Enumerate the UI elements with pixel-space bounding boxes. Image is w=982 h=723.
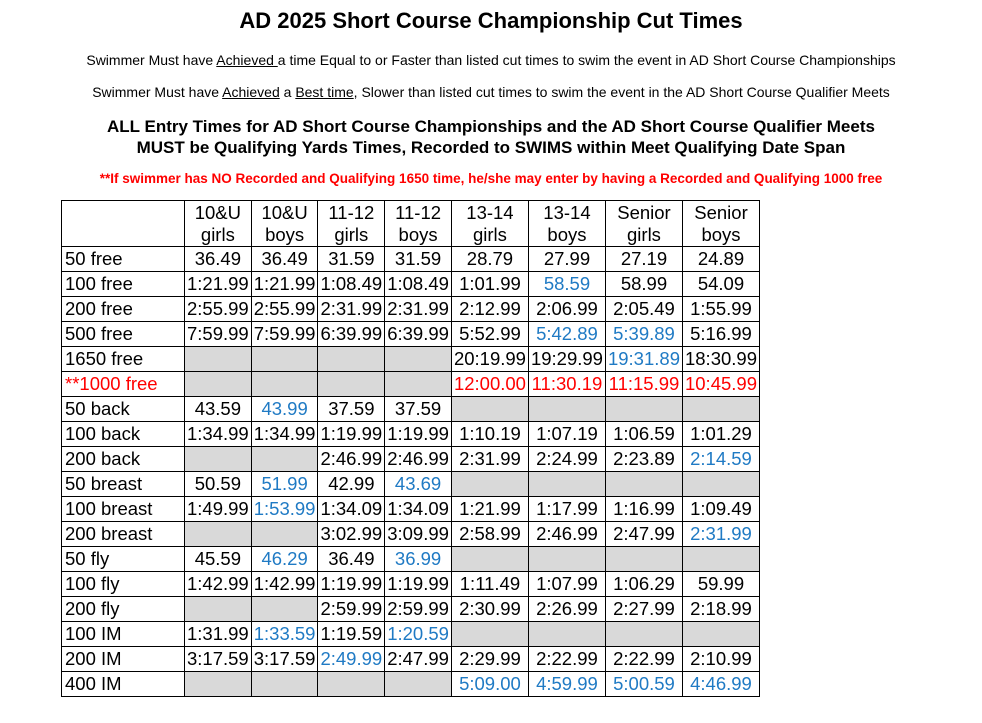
- event-name: 50 back: [62, 397, 185, 422]
- empty-cell: [528, 397, 605, 422]
- text-part: Swimmer Must have: [86, 52, 217, 68]
- cut-time-cell: 5:52.99: [451, 322, 528, 347]
- cut-time-cell: 27.19: [605, 247, 682, 272]
- event-name: 100 IM: [62, 622, 185, 647]
- cut-time-cell: 1:06.59: [605, 422, 682, 447]
- cut-time-cell: 1:06.29: [605, 572, 682, 597]
- text-part: , Slower than listed cut times to swim the event in the AD Short Course Qualifier Meets: [353, 84, 890, 100]
- empty-cell: [185, 597, 252, 622]
- cut-time-cell: 19:31.89: [605, 347, 682, 372]
- cut-time-cell: 19:29.99: [528, 347, 605, 372]
- cut-time-cell: 1:19.99: [385, 572, 452, 597]
- table-row: [62, 497, 760, 522]
- cut-time-cell: 1:49.99: [185, 497, 252, 522]
- cut-time-cell: 11:30.19: [528, 372, 605, 397]
- achieved-rule-text: [0, 52, 982, 68]
- cut-time-cell: 2:12.99: [451, 297, 528, 322]
- empty-cell: [185, 447, 252, 472]
- column-gender: boys: [265, 224, 305, 245]
- cut-time-cell: 3:17.59: [251, 647, 318, 672]
- cut-time-cell: 6:39.99: [318, 322, 385, 347]
- event-name: 200 fly: [62, 597, 185, 622]
- event-name: 100 free: [62, 272, 185, 297]
- event-name: 200 IM: [62, 647, 185, 672]
- cut-time-cell: 7:59.99: [251, 322, 318, 347]
- event-name: 100 fly: [62, 572, 185, 597]
- 1000-free-note: **If swimmer has NO Recorded and Qualifying 1650 time, he/she may enter by having a Recorded and Qualifying 1000 free: [99, 171, 883, 186]
- cut-time-cell: 36.49: [251, 247, 318, 272]
- event-name: 500 free: [62, 322, 185, 347]
- empty-cell: [605, 397, 682, 422]
- cut-time-cell: 2:22.99: [528, 647, 605, 672]
- table-header-row: [62, 201, 760, 247]
- cut-time-cell: 42.99: [318, 472, 385, 497]
- table-row: [62, 247, 760, 272]
- cut-time-cell: 5:42.89: [528, 322, 605, 347]
- table-row: [62, 297, 760, 322]
- event-name: 50 fly: [62, 547, 185, 572]
- cut-time-cell: 5:09.00: [451, 672, 528, 697]
- empty-cell: [251, 597, 318, 622]
- event-name: 50 free: [62, 247, 185, 272]
- empty-cell: [528, 622, 605, 647]
- entry-times-line-2: MUST be Qualifying Yards Times, Recorded to SWIMS within Meet Qualifying Date Span: [136, 138, 846, 157]
- cut-time-cell: 1:08.49: [385, 272, 452, 297]
- cut-time-cell: 54.09: [682, 272, 759, 297]
- cut-time-cell: 1:17.99: [528, 497, 605, 522]
- cut-time-cell: 36.99: [385, 547, 452, 572]
- cut-time-cell: 36.49: [318, 547, 385, 572]
- cut-time-cell: 2:46.99: [528, 522, 605, 547]
- column-gender: girls: [334, 224, 369, 245]
- cut-time-cell: 3:09.99: [385, 522, 452, 547]
- table-row: [62, 272, 760, 297]
- cut-time-cell: 2:29.99: [451, 647, 528, 672]
- cut-time-cell: 58.59: [528, 272, 605, 297]
- underlined-achieved: Achieved: [222, 84, 280, 100]
- cut-time-cell: 1:42.99: [251, 572, 318, 597]
- empty-cell: [682, 397, 759, 422]
- column-gender: boys: [398, 224, 438, 245]
- cut-time-cell: 1:21.99: [451, 497, 528, 522]
- cut-time-cell: 2:22.99: [605, 647, 682, 672]
- column-age-group: 13-14: [466, 202, 514, 223]
- cut-time-cell: 1:21.99: [185, 272, 252, 297]
- empty-cell: [451, 622, 528, 647]
- cut-time-cell: 37.59: [385, 397, 452, 422]
- event-name: 400 IM: [62, 672, 185, 697]
- cut-time-cell: 6:39.99: [385, 322, 452, 347]
- column-header: [185, 201, 252, 247]
- cut-time-cell: 3:02.99: [318, 522, 385, 547]
- cut-time-cell: 43.69: [385, 472, 452, 497]
- empty-cell: [528, 472, 605, 497]
- column-age-group: Senior: [694, 202, 748, 223]
- header-corner: [62, 201, 185, 247]
- column-header: [451, 201, 528, 247]
- table-row: [62, 647, 760, 672]
- empty-cell: [185, 522, 252, 547]
- cut-time-cell: 1:55.99: [682, 297, 759, 322]
- cut-time-cell: 2:14.59: [682, 447, 759, 472]
- empty-cell: [385, 347, 452, 372]
- empty-cell: [682, 547, 759, 572]
- empty-cell: [318, 372, 385, 397]
- empty-cell: [528, 547, 605, 572]
- cut-time-cell: 2:31.99: [682, 522, 759, 547]
- column-header: [385, 201, 452, 247]
- event-name: 1650 free: [62, 347, 185, 372]
- column-header: [318, 201, 385, 247]
- cut-time-cell: 5:00.59: [605, 672, 682, 697]
- cut-time-cell: 2:58.99: [451, 522, 528, 547]
- cut-time-cell: 36.49: [185, 247, 252, 272]
- page-title: AD 2025 Short Course Championship Cut Times: [239, 8, 743, 33]
- cut-time-cell: 1:34.09: [318, 497, 385, 522]
- table-row: [62, 372, 760, 397]
- cut-time-cell: 1:42.99: [185, 572, 252, 597]
- empty-cell: [251, 672, 318, 697]
- table-body: [62, 247, 760, 697]
- cut-time-cell: 2:26.99: [528, 597, 605, 622]
- event-name: 100 back: [62, 422, 185, 447]
- cut-time-cell: 1:09.49: [682, 497, 759, 522]
- cut-time-cell: 2:31.99: [451, 447, 528, 472]
- column-header: [251, 201, 318, 247]
- cut-time-cell: 2:05.49: [605, 297, 682, 322]
- cut-time-cell: 2:23.89: [605, 447, 682, 472]
- empty-cell: [185, 672, 252, 697]
- cut-time-cell: 3:17.59: [185, 647, 252, 672]
- column-age-group: 10&U: [261, 202, 308, 223]
- cut-time-cell: 1:01.29: [682, 422, 759, 447]
- column-gender: girls: [627, 224, 661, 245]
- event-name: 200 back: [62, 447, 185, 472]
- empty-cell: [605, 472, 682, 497]
- cut-times-table: [61, 200, 760, 697]
- cut-time-cell: 1:20.59: [385, 622, 452, 647]
- table-row: [62, 322, 760, 347]
- cut-time-cell: 2:27.99: [605, 597, 682, 622]
- column-header: [682, 201, 759, 247]
- cut-time-cell: 1:10.19: [451, 422, 528, 447]
- column-age-group: 11-12: [328, 202, 375, 223]
- cut-time-cell: 2:30.99: [451, 597, 528, 622]
- cut-time-cell: 2:49.99: [318, 647, 385, 672]
- empty-cell: [385, 372, 452, 397]
- empty-cell: [682, 472, 759, 497]
- cut-time-cell: 31.59: [385, 247, 452, 272]
- event-name: 200 breast: [62, 522, 185, 547]
- empty-cell: [251, 522, 318, 547]
- cut-time-cell: 46.29: [251, 547, 318, 572]
- cut-time-cell: 50.59: [185, 472, 252, 497]
- cut-time-cell: 2:06.99: [528, 297, 605, 322]
- cut-time-cell: 1:21.99: [251, 272, 318, 297]
- column-header: [528, 201, 605, 247]
- cut-time-cell: 2:18.99: [682, 597, 759, 622]
- cut-time-cell: 1:01.99: [451, 272, 528, 297]
- column-gender: boys: [701, 224, 741, 245]
- cut-time-cell: 45.59: [185, 547, 252, 572]
- cut-time-cell: 2:47.99: [385, 647, 452, 672]
- cut-time-cell: 1:34.99: [251, 422, 318, 447]
- cut-time-cell: 59.99: [682, 572, 759, 597]
- cut-time-cell: 2:24.99: [528, 447, 605, 472]
- cut-time-cell: 1:19.99: [385, 422, 452, 447]
- cut-time-cell: 10:45.99: [682, 372, 759, 397]
- cut-time-cell: 2:46.99: [318, 447, 385, 472]
- table-row: [62, 347, 760, 372]
- event-name: 100 breast: [62, 497, 185, 522]
- cut-time-cell: 2:55.99: [251, 297, 318, 322]
- cut-time-cell: 24.89: [682, 247, 759, 272]
- underlined-best-time: Best time: [295, 84, 354, 100]
- cut-time-cell: 1:33.59: [251, 622, 318, 647]
- column-header: [605, 201, 682, 247]
- empty-cell: [605, 622, 682, 647]
- cut-time-cell: 1:34.09: [385, 497, 452, 522]
- entry-times-line-1: ALL Entry Times for AD Short Course Championships and the AD Short Course Qualifier Meets: [107, 117, 875, 136]
- text-part: a time Equal to or Faster than listed cut times to swim the event in AD Short Course Championships: [277, 52, 896, 68]
- entry-times-notice: [0, 116, 982, 158]
- cut-time-cell: 2:46.99: [385, 447, 452, 472]
- empty-cell: [251, 372, 318, 397]
- cut-time-cell: 2:59.99: [318, 597, 385, 622]
- table-row: [62, 622, 760, 647]
- cut-time-cell: 1:11.49: [451, 572, 528, 597]
- cut-time-cell: 1:19.99: [318, 422, 385, 447]
- table-row: [62, 422, 760, 447]
- cut-time-cell: 27.99: [528, 247, 605, 272]
- empty-cell: [185, 372, 252, 397]
- cut-time-cell: 2:55.99: [185, 297, 252, 322]
- cut-time-cell: 11:15.99: [605, 372, 682, 397]
- cut-time-cell: 1:19.99: [318, 572, 385, 597]
- empty-cell: [682, 622, 759, 647]
- column-age-group: 11-12: [395, 202, 442, 223]
- cut-time-cell: 1:16.99: [605, 497, 682, 522]
- cut-time-cell: 43.59: [185, 397, 252, 422]
- empty-cell: [251, 347, 318, 372]
- cut-time-cell: 7:59.99: [185, 322, 252, 347]
- column-gender: girls: [200, 224, 235, 245]
- cut-time-cell: 5:16.99: [682, 322, 759, 347]
- empty-cell: [451, 472, 528, 497]
- cut-time-cell: 2:59.99: [385, 597, 452, 622]
- event-name: 50 breast: [62, 472, 185, 497]
- cut-time-cell: 12:00.00: [451, 372, 528, 397]
- table-row: [62, 397, 760, 422]
- column-gender: boys: [547, 224, 587, 245]
- empty-cell: [185, 347, 252, 372]
- cut-time-cell: 43.99: [251, 397, 318, 422]
- cut-time-cell: 1:53.99: [251, 497, 318, 522]
- text-part: Swimmer Must have: [92, 84, 223, 100]
- cut-time-cell: 1:07.99: [528, 572, 605, 597]
- cut-time-cell: 1:19.59: [318, 622, 385, 647]
- table-row: [62, 522, 760, 547]
- cut-time-cell: 2:47.99: [605, 522, 682, 547]
- cut-time-cell: 20:19.99: [451, 347, 528, 372]
- cut-time-cell: 18:30.99: [682, 347, 759, 372]
- event-name: **1000 free: [62, 372, 185, 397]
- table-row: [62, 597, 760, 622]
- event-name: 200 free: [62, 297, 185, 322]
- table-row: [62, 672, 760, 697]
- empty-cell: [385, 672, 452, 697]
- cut-time-cell: 1:08.49: [318, 272, 385, 297]
- empty-cell: [318, 672, 385, 697]
- empty-cell: [605, 547, 682, 572]
- column-age-group: 13-14: [543, 202, 591, 223]
- underlined-achieved: Achieved: [216, 52, 278, 68]
- cut-time-cell: 4:59.99: [528, 672, 605, 697]
- cut-time-cell: 1:31.99: [185, 622, 252, 647]
- best-time-rule-text: [0, 84, 982, 100]
- table-row: [62, 547, 760, 572]
- cut-time-cell: 1:34.99: [185, 422, 252, 447]
- cut-time-cell: 31.59: [318, 247, 385, 272]
- cut-time-cell: 1:07.19: [528, 422, 605, 447]
- table-row: [62, 572, 760, 597]
- column-age-group: Senior: [617, 202, 671, 223]
- cut-time-cell: 58.99: [605, 272, 682, 297]
- cut-time-cell: 5:39.89: [605, 322, 682, 347]
- table-row: [62, 472, 760, 497]
- cut-time-cell: 2:10.99: [682, 647, 759, 672]
- cut-time-cell: 2:31.99: [385, 297, 452, 322]
- empty-cell: [451, 397, 528, 422]
- cut-time-cell: 37.59: [318, 397, 385, 422]
- column-age-group: 10&U: [194, 202, 241, 223]
- cut-time-cell: 28.79: [451, 247, 528, 272]
- empty-cell: [251, 447, 318, 472]
- text-part: a: [279, 84, 296, 100]
- table-row: [62, 447, 760, 472]
- column-gender: girls: [472, 224, 507, 245]
- empty-cell: [318, 347, 385, 372]
- cut-time-cell: 51.99: [251, 472, 318, 497]
- cut-time-cell: 2:31.99: [318, 297, 385, 322]
- empty-cell: [451, 547, 528, 572]
- cut-time-cell: 4:46.99: [682, 672, 759, 697]
